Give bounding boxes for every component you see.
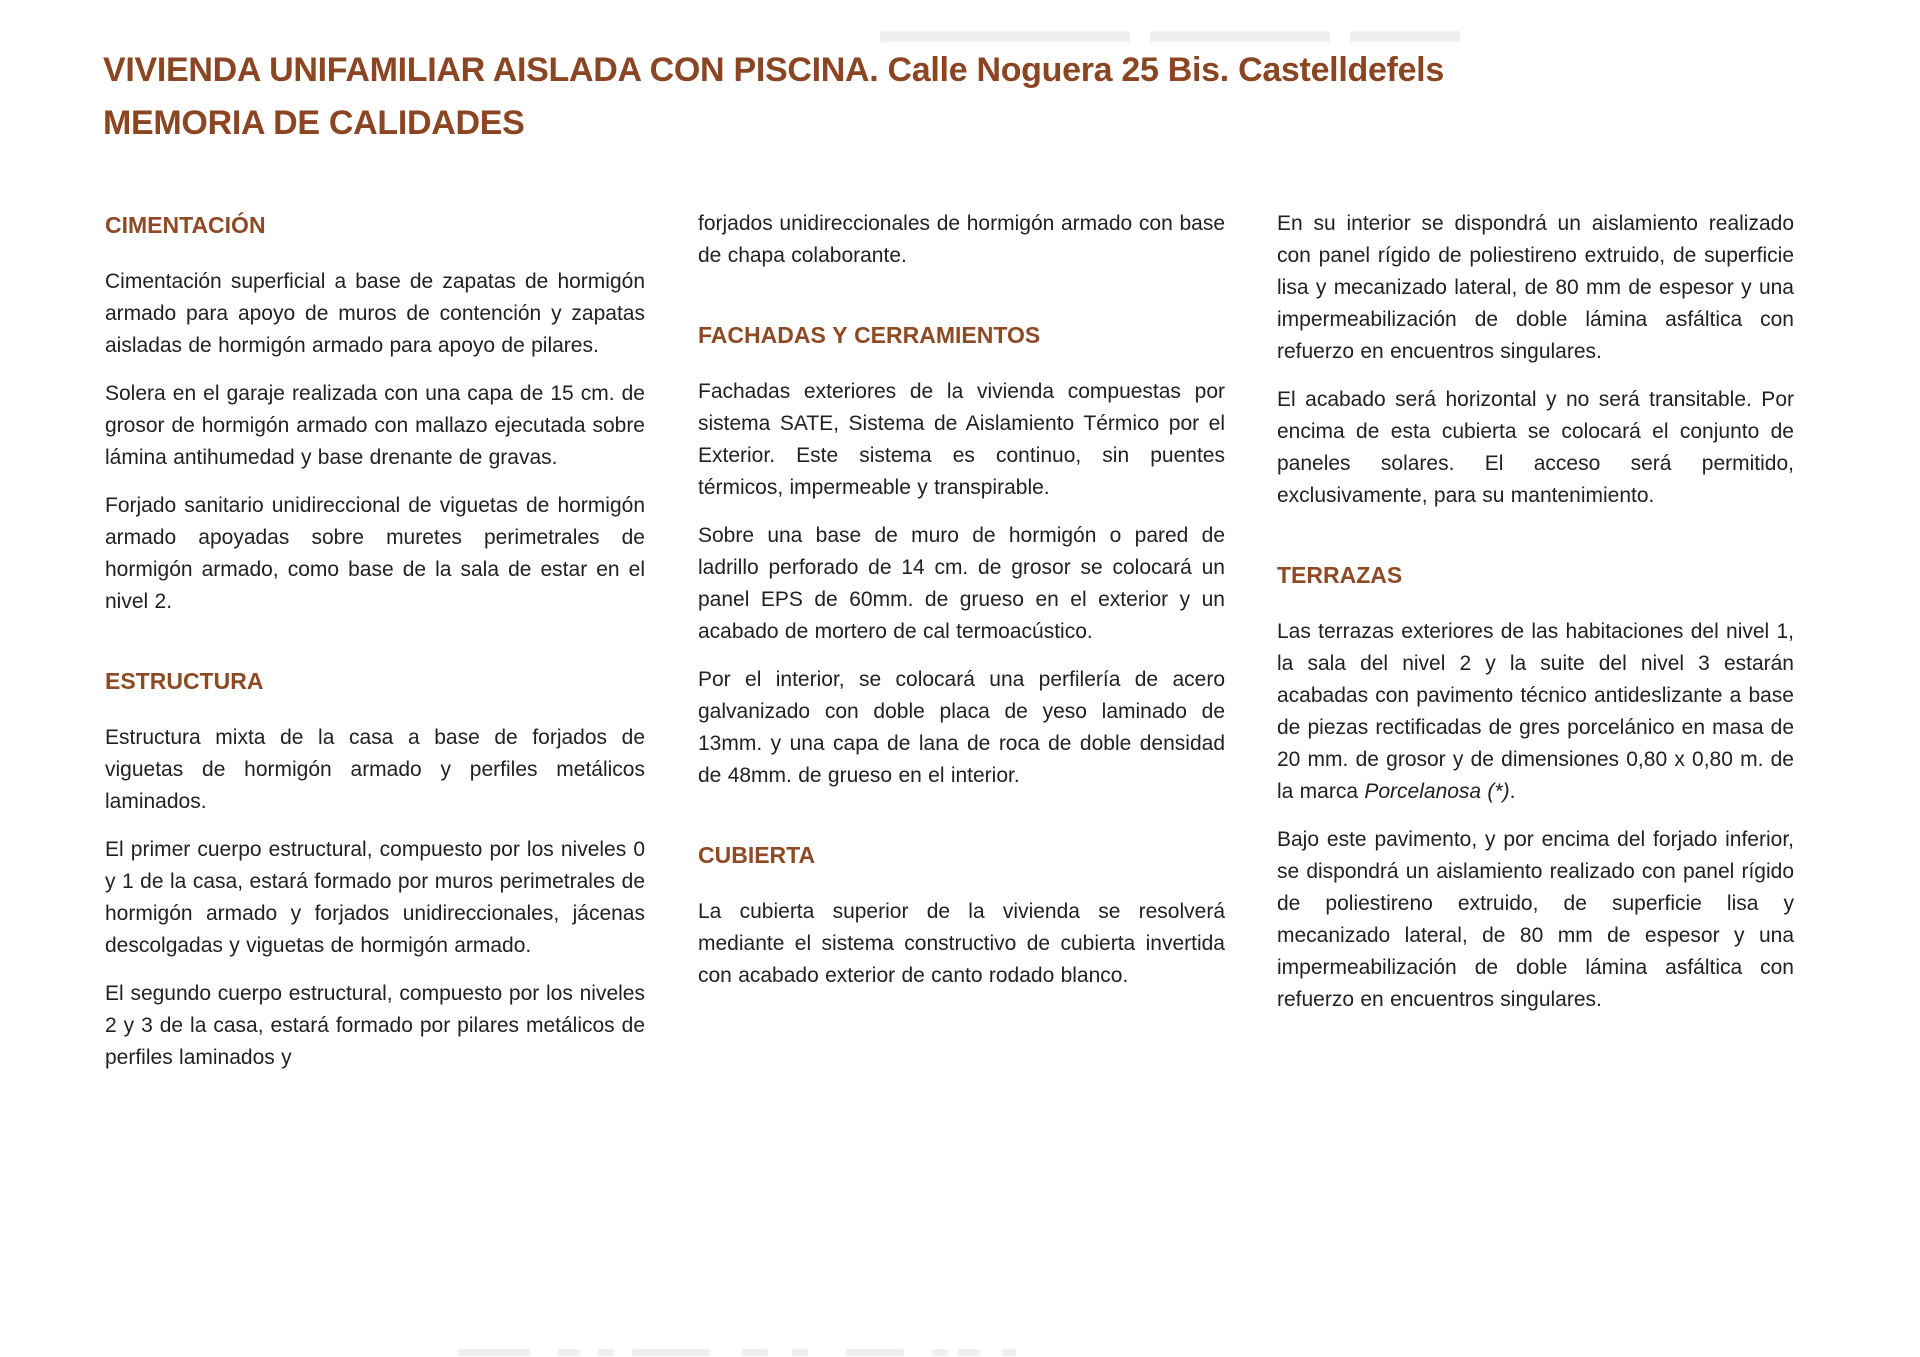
body-paragraph (698, 896, 1225, 992)
body-paragraph (1277, 208, 1794, 368)
text-run: Forjado sanitario unidireccional de viguetas de hormigón armado apoyadas sobre muretes perimetrales de hormigón armado, como base de la sala de estar en el nivel 2. (105, 494, 645, 613)
scan-artifact (880, 31, 1130, 42)
text-run: Por el interior, se colocará una perfilería de acero galvanizado con doble placa de yeso laminado de 13mm. y una capa de lana de roca de doble densidad de 48mm. de grueso en el interior. (698, 668, 1225, 787)
scan-artifact (932, 1349, 948, 1356)
text-run: Solera en el garaje realizada con una capa de 15 cm. de grosor de hormigón armado con mallazo ejecutada sobre lámina antihumedad y base drenante de gravas. (105, 382, 645, 469)
text-run: El segundo cuerpo estructural, compuesto por los niveles 2 y 3 de la casa, estará formado por pilares metálicos de perfiles laminados y (105, 982, 645, 1069)
scan-artifact (846, 1349, 904, 1356)
text-column-2 (698, 208, 1225, 1008)
text-run: Sobre una base de muro de hormigón o pared de ladrillo perforado de 14 cm. de grosor se colocará un panel EPS de 60mm. de grueso en el exterior y un acabado de mortero de cal termoacústico. (698, 524, 1225, 643)
body-paragraph (1277, 616, 1794, 808)
text-run: El primer cuerpo estructural, compuesto por los niveles 0 y 1 de la casa, estará formado por muros perimetrales de hormigón armado y forjados unidireccionales, jácenas descolgadas y viguetas de hormigón armado. (105, 838, 645, 957)
scan-artifact (598, 1349, 614, 1356)
text-column-1 (105, 208, 645, 1090)
scan-artifact (742, 1349, 768, 1356)
section-heading: CIMENTACIÓN (105, 212, 266, 238)
body-paragraph (105, 378, 645, 474)
scan-artifact (632, 1349, 710, 1356)
body-paragraph (105, 722, 645, 818)
text-run: . (1509, 780, 1516, 803)
body-paragraph (698, 376, 1225, 504)
text-run: En su interior se dispondrá un aislamiento realizado con panel rígido de poliestireno extruido, de superficie lisa y mecanizado lateral, de 80 mm de espesor y una impermeabilización de doble lámina asfáltica con refuerzo en encuentros singulares. (1277, 212, 1794, 363)
scan-artifact (792, 1349, 808, 1356)
section-heading: FACHADAS Y CERRAMIENTOS (698, 322, 1041, 348)
text-column-3 (1277, 208, 1794, 1032)
text-run: Estructura mixta de la casa a base de forjados de viguetas de hormigón armado y perfiles metálicos laminados. (105, 726, 645, 813)
body-paragraph (105, 490, 645, 618)
scan-artifact (958, 1349, 980, 1356)
brand-name-italic: Porcelanosa (*) (1364, 780, 1510, 803)
text-run: Fachadas exteriores de la vivienda compuestas por sistema SATE, Sistema de Aislamiento Térmico por el Exterior. Este sistema es continuo, sin puentes térmicos, impermeable y transpirable. (698, 380, 1225, 499)
text-run: Bajo este pavimento, y por encima del forjado inferior, se dispondrá un aislamiento realizado con panel rígido de poliestireno extruido, de superficie lisa y mecanizado lateral, de 80 mm de espesor y una impermeabilización de doble lámina asfáltica con refuerzo en encuentros singulares. (1277, 828, 1794, 1011)
scan-artifact (558, 1349, 580, 1356)
body-paragraph (698, 208, 1225, 272)
body-paragraph (698, 664, 1225, 792)
body-paragraph (698, 520, 1225, 648)
document-title-line-1: VIVIENDA UNIFAMILIAR AISLADA CON PISCINA. Calle Noguera 25 Bis. Castelldefels (103, 51, 1444, 89)
body-paragraph (105, 266, 645, 362)
section-heading: ESTRUCTURA (105, 668, 264, 694)
scan-artifact (1002, 1349, 1016, 1356)
text-run: Cimentación superficial a base de zapatas de hormigón armado para apoyo de muros de contención y zapatas aisladas de hormigón armado para apoyo de pilares. (105, 270, 645, 357)
text-run: forjados unidireccionales de hormigón armado con base de chapa colaborante. (698, 212, 1225, 267)
document-title-line-2: MEMORIA DE CALIDADES (103, 104, 525, 142)
section-heading: TERRAZAS (1277, 562, 1403, 588)
scan-artifact (458, 1349, 530, 1356)
body-paragraph (105, 834, 645, 962)
body-paragraph (105, 978, 645, 1074)
scan-artifact (1350, 31, 1460, 42)
text-run: La cubierta superior de la vivienda se resolverá mediante el sistema constructivo de cubierta invertida con acabado exterior de canto rodado blanco. (698, 900, 1225, 987)
body-paragraph (1277, 384, 1794, 512)
text-run: Las terrazas exteriores de las habitaciones del nivel 1, la sala del nivel 2 y la suite del nivel 3 estarán acabadas con pavimento técnico antideslizante a base de piezas rectificadas de gres porcelánico en masa de 20 mm. de grosor y de dimensiones 0,80 x 0,80 m. de la marca (1277, 620, 1794, 803)
section-heading: CUBIERTA (698, 842, 816, 868)
document-title (103, 44, 1603, 150)
body-paragraph (1277, 824, 1794, 1016)
text-run: El acabado será horizontal y no será transitable. Por encima de esta cubierta se colocará el conjunto de paneles solares. El acceso será permitido, exclusivamente, para su mantenimiento. (1277, 388, 1794, 507)
scan-artifact (1150, 31, 1330, 42)
